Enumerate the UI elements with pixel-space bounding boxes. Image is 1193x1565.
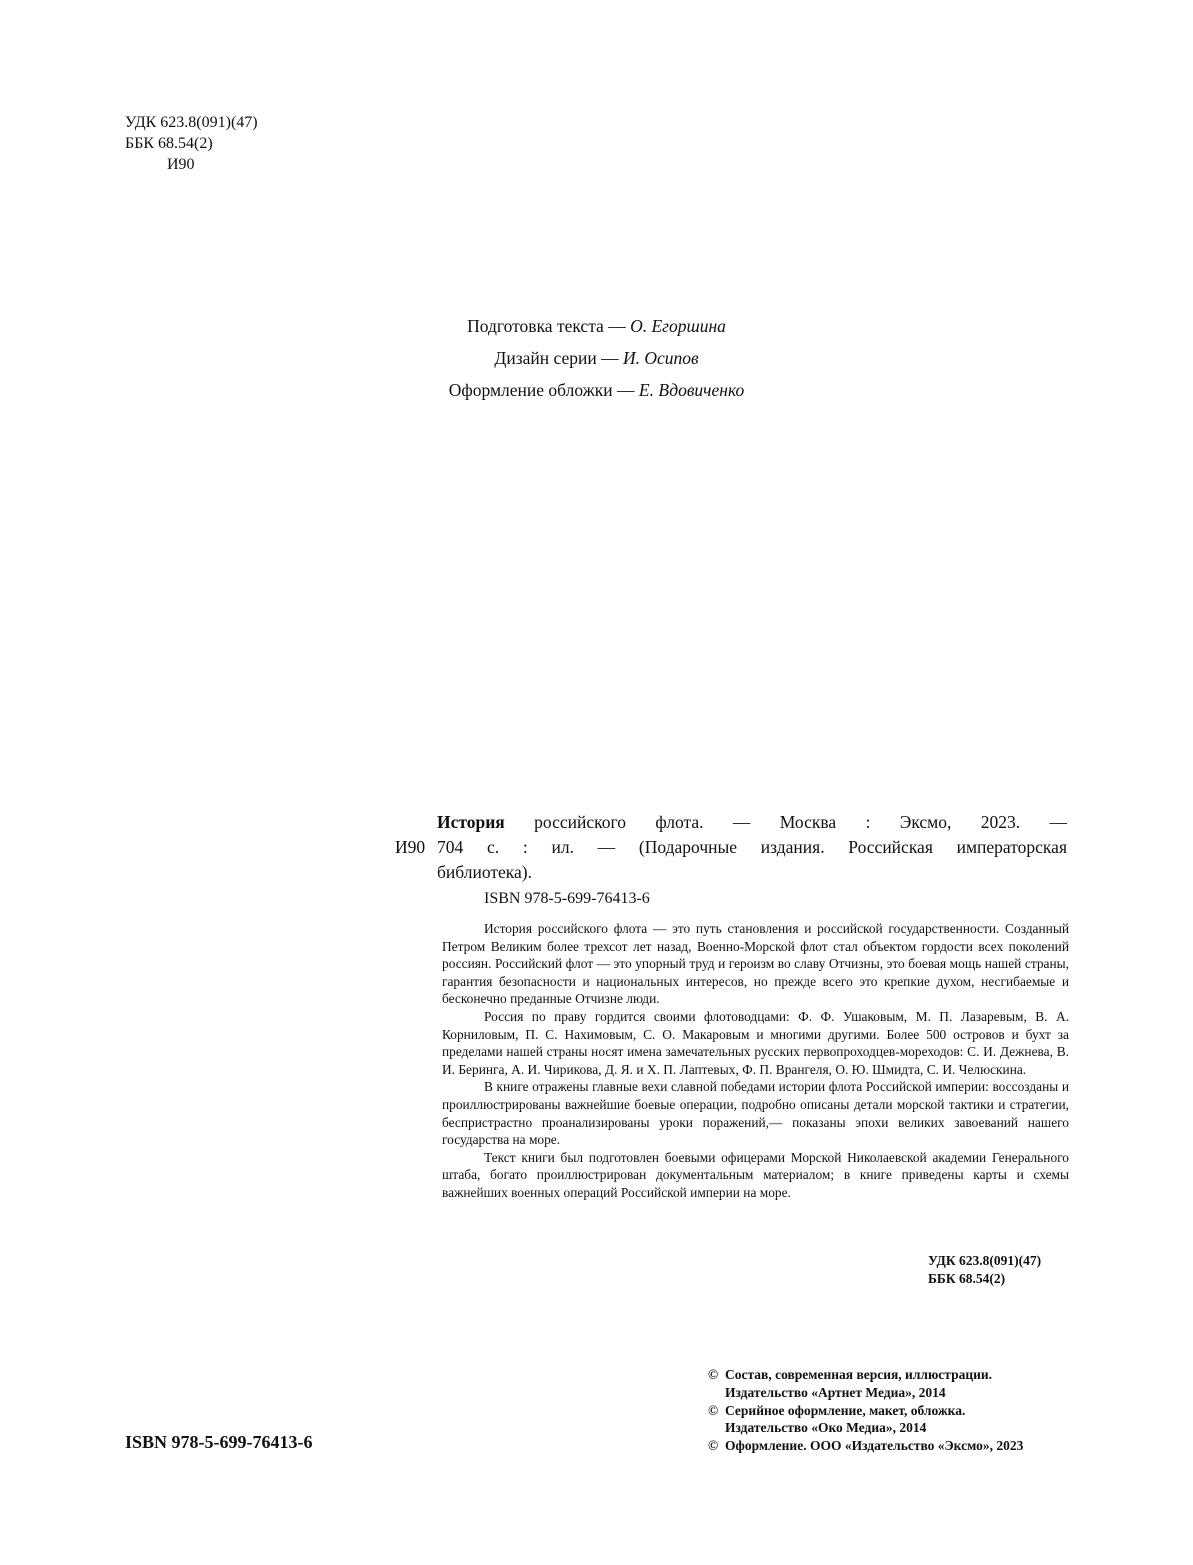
copyright-symbol: © [708, 1367, 719, 1382]
copyright-line: Издательство «Око Медиа», 2014 [725, 1420, 927, 1436]
annotation-paragraph: В книге отражены главные вехи славной победами истории флота Российской империи: воссозданы и проиллюстрированы важнейшие боевые операции, подробно описаны детали морской тактики и стратегии, беспристрастно проанализированы уроки поражений,— показаны эпохи великих завоеваний нашего государства на море. [442, 1079, 1069, 1148]
copyright-block [708, 1366, 1023, 1455]
credit-cover-design [0, 374, 1193, 406]
isbn-inline: ISBN 978-5-699-76413-6 [484, 890, 650, 907]
biblio-text: российского флота. — Москва : Эксмо, 2023. — [504, 812, 1067, 832]
annotation-paragraph: История российского флота — это путь становления и российской государственности. Созданный Петром Великим более трехсот лет назад, Военно-Морской флот стал объектом гордости всех поколений россиян. Российский флот — это упорный труд и героизм во славу Отчизны, это боевая мощь нашей страны, гарантия безопасности и национальных интересов, но прежде всего это крепкие духом, несгибаемые и бесконечно преданные Отчизне люди. [442, 921, 1069, 1007]
classification-codes-top [125, 112, 258, 175]
credits-block [0, 310, 1193, 406]
biblio-line: библиотека). [437, 862, 532, 882]
biblio-row-3 [395, 860, 1067, 885]
credit-name: И. Осипов [622, 348, 699, 368]
biblio-row-1 [395, 810, 1067, 835]
copyright-line: Серийное оформление, макет, обложка. [725, 1402, 966, 1418]
annotation [442, 920, 1069, 1202]
bbk-code: ББК 68.54(2) [928, 1270, 1006, 1286]
credit-name: О. Егоршина [630, 316, 726, 336]
credit-series-design [0, 342, 1193, 374]
copyright-item [708, 1402, 1023, 1438]
copyright-symbol: © [708, 1402, 719, 1418]
credit-text-preparation [0, 310, 1193, 342]
biblio-line: 704 с. : ил. — (Подарочные издания. Российская императорская [437, 837, 1067, 857]
isbn-main: ISBN 978-5-699-76413-6 [125, 1432, 313, 1452]
annotation-paragraph: Текст книги был подготовлен боевыми офицерами Морской Николаевской академии Генерального штаба, богато проиллюстрирован документальным материалом; в книге приведены карты и схемы важнейших военных операций Российской империи на море. [442, 1149, 1069, 1200]
copyright-line: Состав, современная версия, иллюстрации. [725, 1367, 993, 1382]
copyright-item [708, 1366, 1023, 1402]
bibliographic-entry [395, 810, 1067, 885]
copyright-symbol: © [708, 1438, 719, 1454]
classification-codes-bottom [928, 1252, 1041, 1287]
copyright-line: Оформление. ООО «Издательство «Эксмо», 2023 [725, 1438, 1024, 1454]
author-mark: И90 [167, 156, 195, 173]
udk-code: УДК 623.8(091)(47) [928, 1253, 1042, 1268]
udk-code: УДК 623.8(091)(47) [125, 114, 258, 131]
biblio-author-mark: И90 [395, 837, 426, 857]
book-title-word: История [437, 812, 505, 832]
biblio-line [437, 810, 1067, 835]
bbk-code: ББК 68.54(2) [125, 135, 213, 152]
copyright-line: Издательство «Артнет Медиа», 2014 [725, 1384, 946, 1400]
annotation-paragraph: Россия по праву гордится своими флотоводцами: Ф. Ф. Ушаковым, М. П. Лазаревым, В. А. Корниловым, П. С. Нахимовым, С. О. Макаровым и многими другими. Более 500 островов и бухт за пределами нашей страны носят имена замечательных русских первопроходцев-мореходов: С. И. Дежнева, В. И. Беринга, А. И. Чирикова, Д. Я. и Х. П. Лаптевых, Ф. П. Врангеля, О. Ю. Шмидта, С. И. Челюскина. [442, 1008, 1069, 1077]
credit-role: Подготовка текста — [467, 316, 631, 336]
credit-role: Оформление обложки — [448, 380, 639, 400]
copyright-item [708, 1437, 1023, 1455]
credit-name: Е. Вдовиченко [638, 380, 745, 400]
biblio-row-2 [395, 835, 1067, 860]
credit-role: Дизайн серии — [494, 348, 623, 368]
